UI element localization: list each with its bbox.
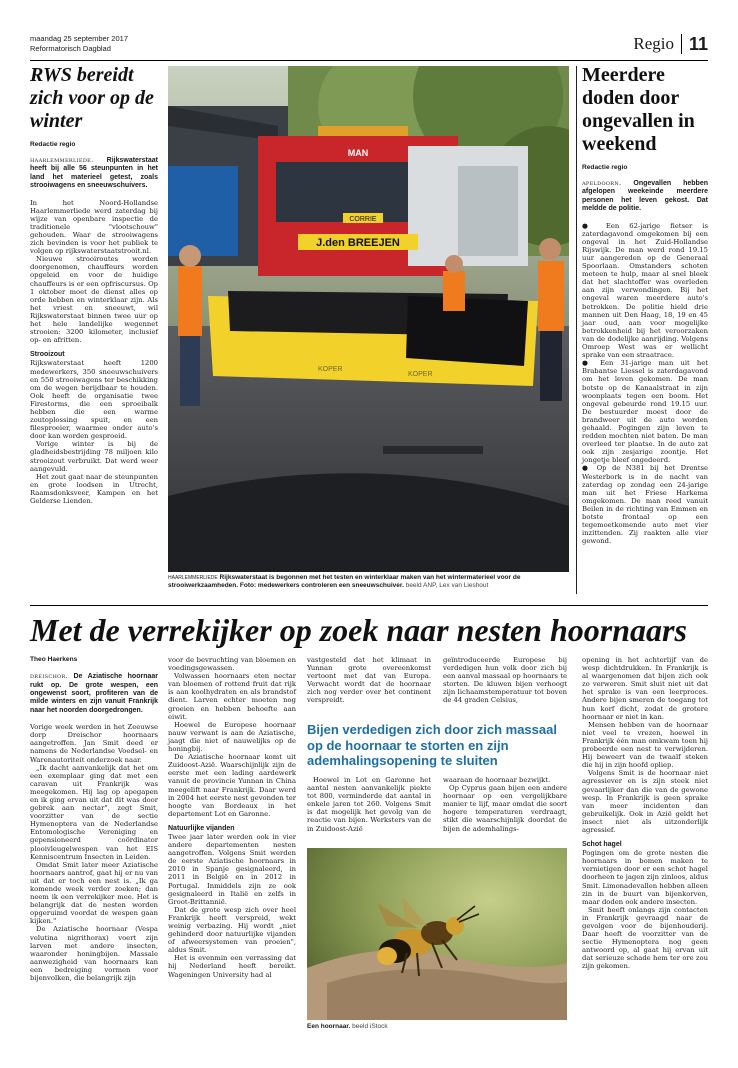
caption-credit: beeld ANP, Lex van Lieshout [405,582,489,589]
pull-quote: Bijen verdedigen zich door zich massaal op de hoornaar te storten en zijn ademhalingsopening te sluiten [307,722,557,768]
rws-paragraph: Vorige winter is bij de gladheidsbestrijding 78 miljoen kilo strooizout verbruikt. Dat werd weer aangevuld. [30,440,158,473]
plow-brand-text: KOPER [408,371,433,378]
doden-dateline: apeldoorn. [582,179,622,187]
hoornaar-dateline: dreischor. [30,672,68,681]
hoornaar-subhead: Schot hagel [582,841,622,849]
hoornaar-paragraph: Smit heeft onlangs zijn contacten in Frankrijk gevraagd naar de gevolgen voor de bijenhouderij. Daar heeft de voorzitter van de sectie Hymenoptera nog geen antwoord op, al gaat hij ervan uit dat serieuze schade hem ter ore zou zijn gekomen. [582,905,708,971]
hornet-illustration [307,848,567,1020]
hornet-caption: Een hoornaar. [307,1023,351,1030]
rws-article [30,64,158,505]
issue-date: maandag 25 september 2017 [30,34,128,43]
hoornaar-paragraph: voor de bevruchting van bloemen en voedingsgewassen. [168,656,296,673]
hoornaar-headline[interactable]: Met de verrekijker op zoek naar nesten hoornaars [30,612,687,648]
snowplow-photo [168,66,569,572]
hoornaar-paragraph: opening in het achterlijf van de wesp dichtdrukken. In Frankrijk is al waargenomen dat bijen zich ook zo verweren. Smit sluit niet uit dat het sprake is van een leerproces. Andere bijen smeren de toegang tot hun korf dicht, zodat de grotere hoornaar er niet in kan. [582,656,708,721]
plow-brand-text: KOPER [318,366,343,373]
hoornaar-intro: De Aziatische hoornaar rukt op. De grote wespen, een ongewenst soort, profiteren van de milde winters en zijn vanuit Frankrijk naar het noorden doorgedrongen. [30,673,158,714]
hoornaar-paragraph: geïntroduceerde Europese bij verdedigen hun volk door zich bij een aanval massaal op hoornaars te storten. De kluwen bijen verhoogt zijn lichaamstemperatuur tot boven de 44 graden Celsius, [443,656,567,705]
section-header [633,34,708,54]
newspaper-name: Reformatorisch Dagblad [30,44,111,53]
hoornaar-byline: Theo Haerkens [30,656,78,663]
hornet-photo-caption [307,1023,567,1031]
hoornaar-column-4 [443,656,567,705]
hoornaar-column-2 [168,656,296,979]
hoornaar-paragraph: Op Cyprus gaan bijen een andere hoornaar op een vergelijkbare manier te lijf, maar omdat die soort hogere temperaturen verdraagt, stikt die waarschijnlijk doordat de bijen de ademhalings- [443,784,567,833]
doden-intro: Ongevallen hebben afgelopen weekeinde meerdere personen het leven gekost. Dat meldde de politie. [582,180,708,213]
section-rule [30,605,708,606]
doden-byline: Redactie regio [582,164,628,171]
snowplow-illustration [168,66,569,572]
page-number: 11 [688,34,708,54]
hoornaar-paragraph: Hoewel in Lot en Garonne het aantal nesten aanvankelijk piekte tot 800, verminderde dat aantal in enkele jaren tot 260. Volgens Smit is dat mogelijk het gevolg van de reactie van bijen. Werksters van de in Zuidoost-Azië [307,776,431,833]
truck-brand-text: MAN [347,148,369,158]
doden-item: ● Op de N381 bij het Drentse Westerbork is in de nacht van zaterdag op zondag een 24-jarige man uit het Friese Harkema omgekomen. De man reed vanuit Beilen in de richting van Emmen en botste frontaal op een tegemoetkomende auto met vier inzittenden. Zij raakten alle vier gewond. [582,464,708,546]
hoornaar-column-1 [30,656,158,982]
truck-company-text: J.den BREEJEN [316,237,400,249]
hoornaar-paragraph: vastgesteld dat het klimaat in Yunnan grote overeenkomst vertoont met dat van Europa. Verwacht wordt dat de hoornaar zich nog verder over het continent verspreidt. [307,656,431,705]
hoornaar-paragraph: „Ik dacht aanvankelijk dat het om een exemplaar ging dat met een caravan uit Frankrijk was meegekomen. Hij lag op apegapen en ik ging ervan uit dat dit was door gebrek aan nectar", zegt Smit, voorzitter van de sectie Hymenoptera van de Nederlandse Entomologische Vereniging en gepensioneerd coördinator plooivleugelwespen van het EIS Kenniscentrum Insecten in Leiden. [30,763,158,861]
rws-paragraph: Het zout gaat naar de steunpunten en grote loodsen in Utrecht, Raamsdonksveer, Kampen en het Gelderse Lienden. [30,472,158,505]
doden-headline[interactable]: Meerdere doden door ongevallen in weekend [582,64,695,155]
hoornaar-subhead: Natuurlijke vijanden [168,824,235,832]
hornet-photo [307,848,567,1020]
hoornaar-paragraph: waaraan de hoornaar bezwijkt. [443,776,551,784]
rws-dateline: haarlemmerliede. [30,156,94,164]
hornet-caption-credit: beeld iStock [352,1023,388,1030]
hoornaar-column-4b [443,776,567,833]
hoornaar-paragraph: Volwassen hoornaars eten nectar van bloemen of rottend fruit dat rijk is aan koolhydraten en als brandstof dient. Larven echter moeten nog groeien en hebben behoefte aan eiwit. [168,672,296,721]
doden-article [582,64,708,545]
rws-paragraph: Rijkswaterstaat heeft 1200 medewerkers, 350 sneeuwschuivers en 550 strooiwagens ter beschikking om de wegen berijdbaar te houden. Ook heeft de organisatie twee Firestorms, die een sproeibalk hebben die een warme zoutoplossing spuit, en een filesproeier, waarmee onder auto's door kan worden gesproeid. [30,359,158,441]
caption-place: haarlemmerliede [168,574,218,581]
hoornaar-paragraph: Mensen hebben van de hoornaar niet veel te vrezen, hoewel in Frankrijk één man omkwam toen hij probeerde een nest te verwijderen. Hij beweert van de twaalf steken die hij in zijn hoofd opliep. [582,720,708,770]
snowplow-photo-caption [168,574,569,590]
rws-headline[interactable]: RWS bereidt zich voor op de winter [30,64,154,132]
hoornaar-column-5 [582,656,708,971]
doden-item: ● Een 62-jarige fietser is zaterdagavond omgekomen bij een ongeval in het Zuid-Hollandse Rijswijk. De man werd rond 19.15 uur aangereden op de Generaal Spoorlaan. Omstanders schoten meteen te hulp, maar al snel bleek dat het slachtoffer was overleden aan zijn verwondingen. Bij het ongeval waren meerdere auto's betrokken. De politie hield drie mannen uit Den Haag, 18, 19 en 45 jaar oud, aan voor mogelijke betrokkenheid bij het veroorzaken van de dodelijke aanrijding. Volgens Omroep West was er wellicht sprake van een straatrace. [582,221,708,360]
hoornaar-paragraph: Het is evenmin een verrassing dat hij Nederland heeft bereikt. Wageningen University had al [168,954,296,979]
rws-intro: Rijkswaterstaat heeft bij alle 56 steunpunten in het land het materieel getest, zoals strooiwagens en sneeuwschuivers. [30,157,158,190]
hoornaar-paragraph: Vorige week werden in het Zeeuwse dorp Dreischor hoornaars aangetroffen. Jan Smit deed er namens de Nederlandse Voedsel- en Warenautoriteit onderzoek naar. [30,723,158,764]
hoornaar-paragraph: Dat de grote wesp zich over heel Frankrijk heeft verspreid, wekt weinig verbazing. Hij wordt „niet gehinderd door natuurlijke vijanden of afweersystemen van proeien", aldus Smit. [168,905,296,955]
hoornaar-paragraph: Pogingen om de grote nesten die hoornaars in bomen maken te vernietigen door er een schot hagel doorheen te jagen zijn zinloos, aldus Smit. Limonadevallen hebben alleen zin in de buurt van bijenkorven, maar doden ook andere insecten. [582,849,708,906]
column-divider [576,66,577,594]
truck-plate-text: CORRIE [349,216,377,223]
hoornaar-paragraph: Volgens Smit is de hoornaar niet agressiever en is zijn steek niet gevaarlijker dan die van de gewone wesp. In Frankrijk is geen sprake van meer incidenten dan gebruikelijk. Ook in Azië geldt het insect niet als uitzonderlijk agressief. [582,769,708,834]
hoornaar-paragraph: Twee jaar later werden ook in vier andere departementen nesten aangetroffen. Volgens Smit werden de eerste Aziatische hoornaars in 2010 in Spanje gesignaleerd, in 2011 in België en in 2012 in Portugal. Inmiddels zijn ze ook gesignaleerd in Italië en zelfs in Groot-Brittannië. [168,832,296,906]
issue-date-block [30,34,128,54]
hoornaar-column-3 [307,656,431,705]
hoornaar-paragraph: Hoewel de Europese hoornaar nauw verwant is aan de Aziatische, jaagt die niet of nauwelijks op de honingbij. [168,720,296,754]
rws-paragraph: In het Noord-Hollandse Haarlemmerliede werd zaterdag bij wijze van openbare inspectie de traditionele "vlootschouw" gehouden. Waar de strooiwagens zich bevinden is voor het publiek te volgen op rijkswaterstaatstrooit.nl. [30,198,158,256]
doden-item: ● Een 31-jarige man uit het Brabantse Liessel is zaterdagavond om het leven gekomen. De man botste op de Kanaalstraat in zijn woonplaats tegen een boom. Het ongeval gebeurde rond 19.15 uur. De bestuurder moest door de brandweer uit de auto worden gehaald. Pogingen zijn leven te redden mochten niet baten. De man overleed ter plaatse. In de auto zat ook zijn zesjarige zoontje. Het jongetje bleef ongedeerd. [582,359,708,465]
section-name: Regio [633,34,682,54]
rws-paragraph: Nieuwe strooiroutes worden doorgenomen, chauffeurs worden opgeleid en voor de huidige chauffeurs is er een opfriscursus. Op 1 oktober moet de dienst alles op orde hebben en winterklaar zijn. Als het vriest en sneeuwt, wil Rijkswaterstaat binnen twee uur op het hele landelijke wegennet strooien: 3200 kilometer, inclusief op- en afritten. [30,255,158,345]
header-rule [30,60,708,61]
hoornaar-column-3b [307,776,431,833]
hoornaar-paragraph: De Aziatische hoornaar komt uit Zuidoost-Azië. Waarschijnlijk zijn de eerste met een lading aardewerk vanuit de provincie Yunnan in China meegelift naar Frankrijk. Daar werd in 2004 het eerste nest gevonden ter hoogte van Bordeaux in het departement Lot en Garonne. [168,753,296,818]
hoornaar-paragraph: Omdat Smit later meer Aziatische hoornaars aantrof, gaat hij er nu van uit dat er toch een nest is. „Ik ga komende week verder zoeken; dan neem ik een verrekijker mee. Het is belangrijk dat de nesten worden opgeruimd voordat de wespen gaan kijken." [30,860,158,926]
rws-byline: Redactie regio [30,141,76,148]
hoornaar-paragraph: De Aziatische hoornaar (Vespa velutina nigrithorax) voert zijn larven met andere insecten, waaronder honingbijen. Massale aanwezigheid van hoornaars kan een bedreiging vormen voor bijenvolken, die belangrijk zijn [30,925,158,983]
caption-text: Rijkswaterstaat is begonnen met het testen en winterklaar maken van het wintermaterieel voor de strooiwerkzaamheden. Foto: medewerkers controleren een sneeuwschuiver. [168,574,521,589]
rws-subhead: Strooizout [30,351,65,359]
